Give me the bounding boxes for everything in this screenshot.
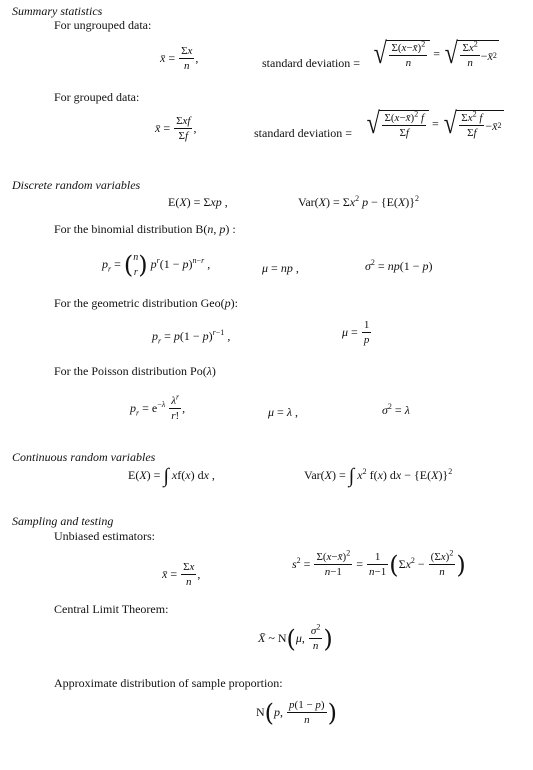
formula-proportion: N(p, $\frac{p(1 - p)}{n}$ ) (256, 699, 337, 727)
formula-poisson-mean: μ = λ , (268, 405, 299, 419)
formula-sd-grouped: √ $\frac{\Sigma(x-x̄)^2 f}{\Sigma f}$ = √ $\frac{\Sigma x^2 f}{\Sigma f}$ − x̄ 2 (366, 107, 502, 140)
formula-unbiased-var: $s^2$ = $\frac{\Sigma(x-x̄)^2}{n-1}$ = $\frac{1}{n-1}$ ($\Sigma x^2$ − $\frac{(\Sigma x)^2}{n}$ ) (292, 548, 466, 579)
formula-variance: $Var(X) = \Sigma x^2$ $p - \{E(X)\}^2$ (298, 194, 420, 209)
section-discrete: Discrete random variables (12, 178, 141, 192)
formula-geometric-mean: μ = $\frac{1}{p}$ (342, 319, 370, 346)
section-continuous: Continuous random variables (12, 450, 156, 464)
formula-mean-grouped: x̄ = $\frac{\text{Σxf}}{\Sigma f}$ , (155, 115, 197, 142)
label-grouped: For grouped data: (54, 90, 140, 104)
section-summary-statistics: Summary statistics (12, 4, 103, 18)
formula-unbiased-mean: x̄ = $\frac{\Sigma x}{n}$ , (162, 561, 201, 588)
formula-poisson-pr: $p_r = e^{-\lambda}$ $\frac{\lambda^r}{r!}$ , (130, 392, 186, 422)
formula-clt: X̄ ~ N(μ, $\frac{\sigma^2}{n}$ ) (258, 622, 333, 653)
formula-binomial-pr: $p_r = (n$ r) $p^r(1 - p)^{n-r}$ , (102, 251, 211, 279)
formula-binomial-mean: μ = np , (262, 261, 299, 275)
label-sd-grouped: standard deviation = (254, 126, 353, 140)
label-sd-ungrouped: standard deviation = (262, 56, 361, 70)
formula-expectation: E(X) = Σxp , (168, 195, 228, 209)
formula-binomial-var: $\sigma^2 = np(1 - p)$ (365, 258, 433, 273)
formula-mean-ungrouped: x̄ = $\frac{\Sigma x}{n}$ , (160, 45, 199, 72)
section-sampling: Sampling and testing (12, 514, 114, 528)
label-clt: Central Limit Theorem: (54, 602, 169, 616)
formula-cont-expectation: E(X) = ∫ xf(x) dx , (128, 465, 215, 487)
label-approx-proportion: Approximate distribution of sample proportion: (54, 676, 283, 690)
formula-sd-ungrouped: √ $\frac{\Sigma(x-x̄)^2}{n}$ = √ $\frac{\Sigma x^2}{n}$ − x̄ 2 (373, 37, 497, 70)
label-unbiased: Unbiased estimators: (54, 529, 155, 543)
formula-geometric-pr: $p_r = p(1 - p)^{r-1}$ , (152, 328, 231, 346)
label-geometric: For the geometric distribution Geo(p): (54, 296, 238, 310)
label-ungrouped: For ungrouped data: (54, 18, 152, 32)
label-poisson: For the Poisson distribution Po(λ) (54, 364, 216, 378)
formula-poisson-var: $\sigma^2 = \lambda$ (382, 402, 410, 417)
label-binomial: For the binomial distribution B(n, p) : (54, 222, 236, 236)
formula-cont-variance: Var(X) = ∫ $x^2$ f(x) dx − $\{E(X)\}^2$ (304, 465, 453, 487)
